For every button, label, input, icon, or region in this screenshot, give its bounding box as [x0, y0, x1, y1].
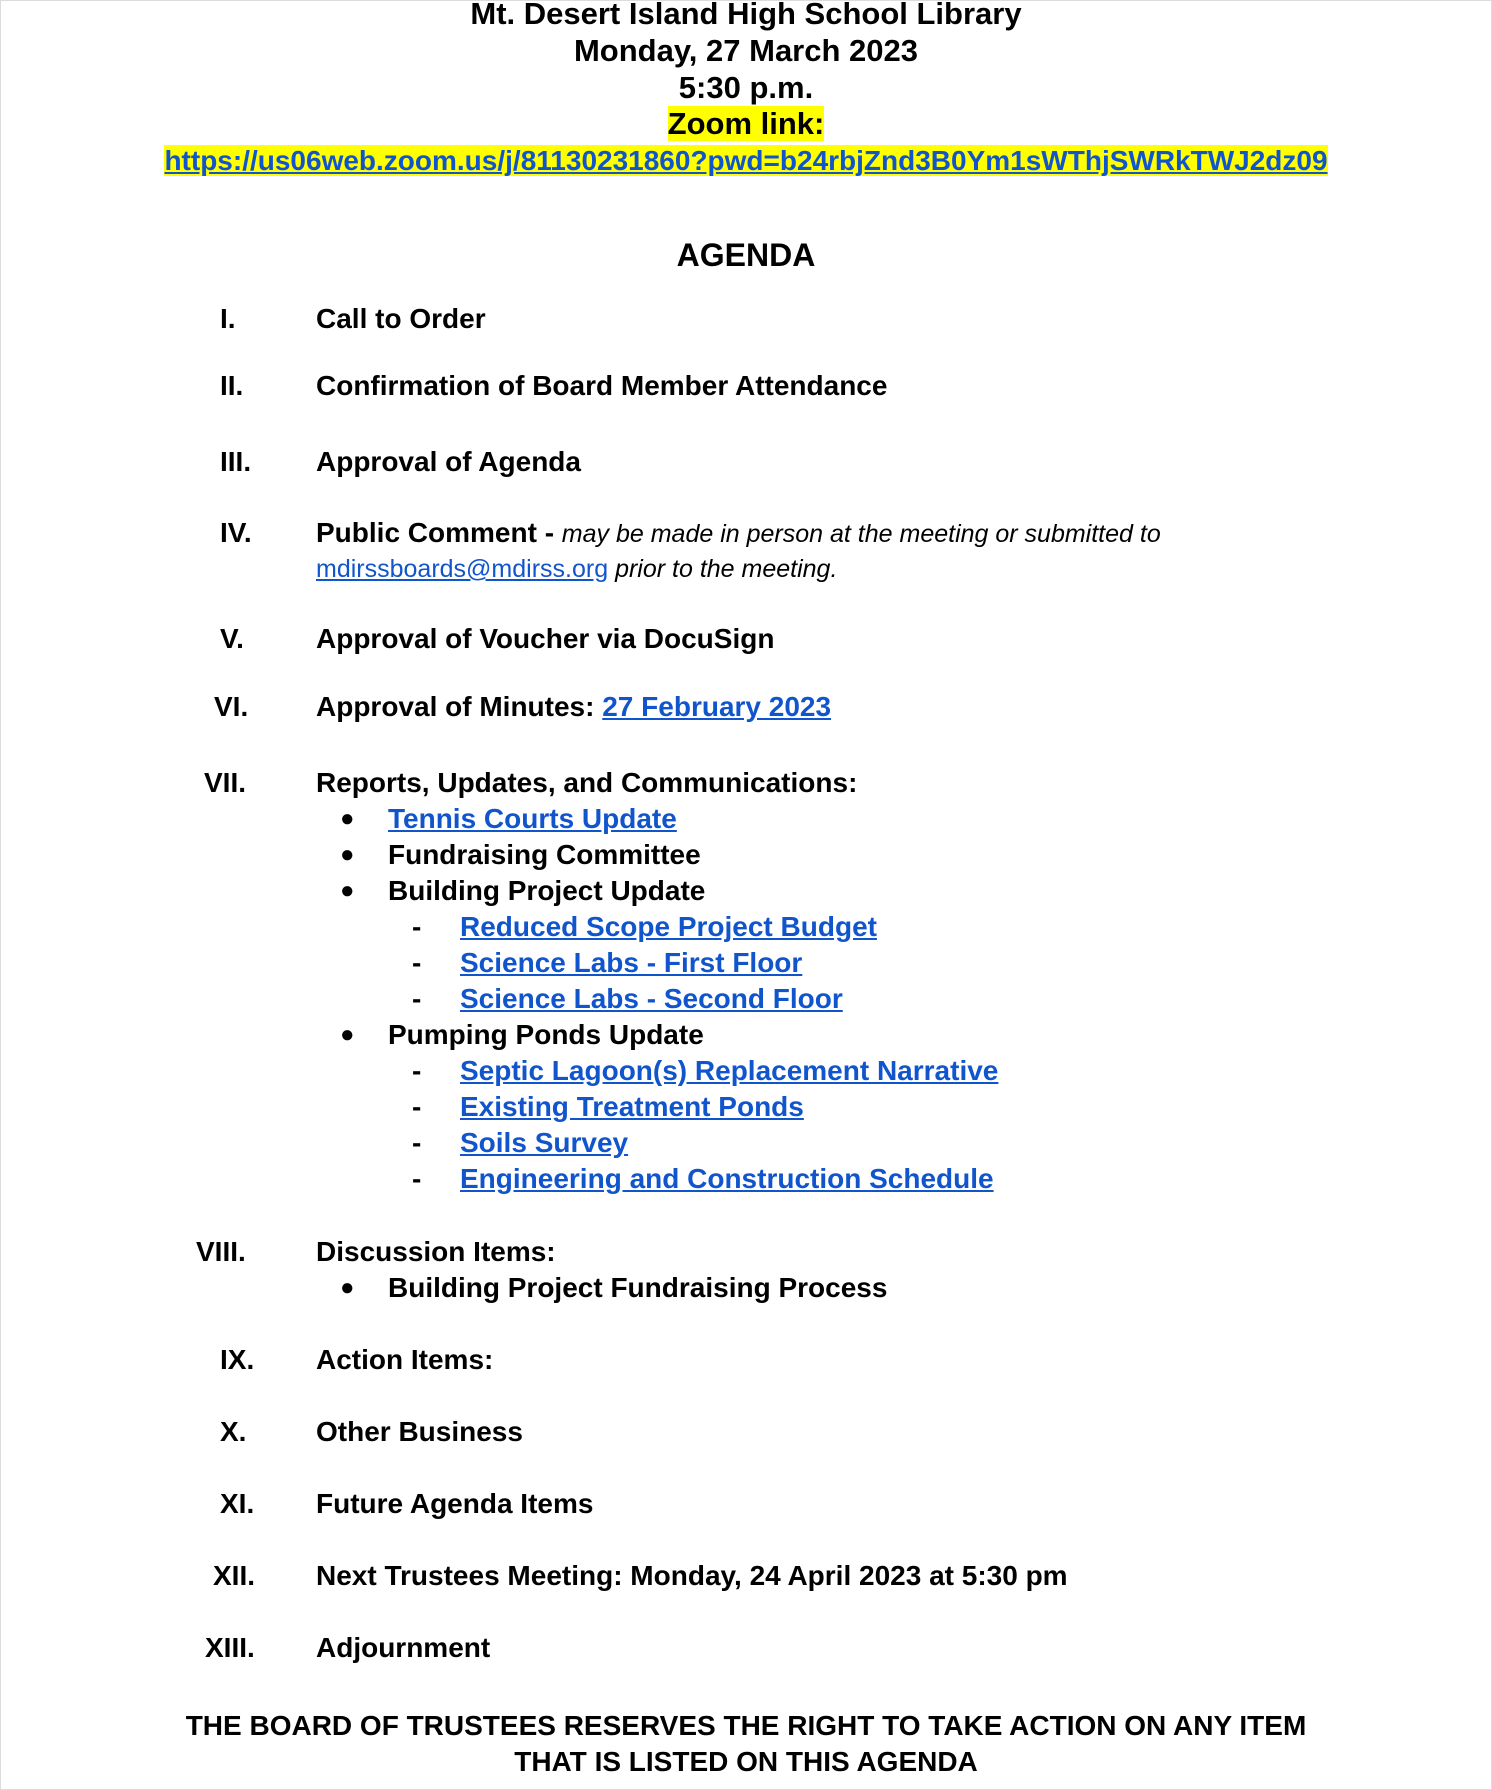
bullet-icon: ● [340, 1274, 355, 1301]
item-number: X. [220, 1416, 247, 1447]
soils-survey-link[interactable]: Soils Survey [460, 1127, 629, 1158]
item-number: IV. [220, 517, 252, 548]
reduced-scope-link[interactable]: Reduced Scope Project Budget [460, 911, 877, 942]
item-approval-agenda: Approval of Agenda [316, 446, 581, 477]
item-call-to-order: Call to Order [316, 303, 486, 334]
bullet-icon: ● [340, 1021, 355, 1048]
item-voucher: Approval of Voucher via DocuSign [316, 623, 775, 654]
treatment-ponds-link[interactable]: Existing Treatment Ponds [460, 1091, 804, 1122]
item-number: II. [220, 370, 244, 401]
item-number: III. [220, 446, 252, 477]
email-link[interactable]: mdirssboards@mdirss.org [316, 555, 609, 583]
item-number: XIII. [205, 1632, 255, 1663]
meeting-time: 5:30 p.m. [678, 70, 814, 105]
zoom-link-line [0, 143, 1492, 179]
bullet-icon: ● [340, 805, 355, 832]
zoom-label-line [0, 106, 1492, 142]
public-comment-note-end: prior to the meeting. [608, 555, 838, 583]
public-comment-note: may be made in person at the meeting or submitted to [561, 520, 1161, 548]
item-minutes [316, 690, 831, 724]
building-project-update: Building Project Update [388, 875, 706, 906]
item-label: Public Comment - [316, 517, 562, 548]
footer-line-1: THE BOARD OF TRUSTEES RESERVES THE RIGHT TO TAKE ACTION ON ANY ITEM [185, 1710, 1307, 1741]
engineering-schedule-link[interactable]: Engineering and Construction Schedule [460, 1163, 994, 1194]
fundraising-process: Building Project Fundraising Process [388, 1272, 888, 1303]
item-future-agenda: Future Agenda Items [316, 1488, 594, 1519]
science-labs-first-link[interactable]: Science Labs - First Floor [460, 947, 803, 978]
science-labs-second-link[interactable]: Science Labs - Second Floor [460, 983, 843, 1014]
item-attendance: Confirmation of Board Member Attendance [316, 370, 888, 401]
item-number: V. [220, 623, 244, 654]
zoom-link[interactable]: https://us06web.zoom.us/j/81130231860?pwd=b24rbjZnd3B0Ym1sWThjSWRkTWJ2dz09 [164, 145, 1328, 176]
item-reports: Reports, Updates, and Communications: [316, 767, 858, 798]
minutes-link[interactable]: 27 February 2023 [602, 691, 832, 722]
dash-icon: - [412, 1127, 422, 1158]
meeting-date: Monday, 27 March 2023 [573, 33, 918, 68]
dash-icon: - [412, 1163, 422, 1194]
item-adjournment: Adjournment [316, 1632, 491, 1663]
item-discussion: Discussion Items: [316, 1236, 556, 1267]
agenda-title: AGENDA [676, 237, 816, 273]
pumping-ponds-update: Pumping Ponds Update [388, 1019, 704, 1050]
dash-icon: - [412, 911, 422, 942]
footer-line-2: THAT IS LISTED ON THIS AGENDA [514, 1746, 978, 1777]
tennis-courts-link[interactable]: Tennis Courts Update [388, 803, 677, 834]
item-label: Approval of Minutes: [316, 691, 603, 722]
item-number: XI. [220, 1488, 255, 1519]
public-comment-note-line2 [316, 551, 837, 586]
item-action: Action Items: [316, 1344, 494, 1375]
dash-icon: - [412, 1091, 422, 1122]
item-other-business: Other Business [316, 1416, 523, 1447]
dash-icon: - [412, 947, 422, 978]
dash-icon: - [412, 1055, 422, 1086]
item-number: I. [220, 303, 236, 334]
fundraising-committee: Fundraising Committee [388, 839, 701, 870]
item-number: VII. [204, 767, 247, 798]
zoom-label: Zoom link: [667, 106, 825, 141]
item-number: IX. [220, 1344, 255, 1375]
item-public-comment [316, 516, 1161, 551]
item-next-meeting: Next Trustees Meeting: Monday, 24 April 2023 at 5:30 pm [316, 1560, 1068, 1591]
item-number: XII. [213, 1560, 256, 1591]
bullet-icon: ● [340, 877, 355, 904]
item-number: VIII. [196, 1236, 246, 1267]
item-number: VI. [214, 691, 249, 722]
septic-lagoon-link[interactable]: Septic Lagoon(s) Replacement Narrative [460, 1055, 999, 1086]
meeting-location: Mt. Desert Island High School Library [470, 0, 1022, 31]
bullet-icon: ● [340, 841, 355, 868]
dash-icon: - [412, 983, 422, 1014]
